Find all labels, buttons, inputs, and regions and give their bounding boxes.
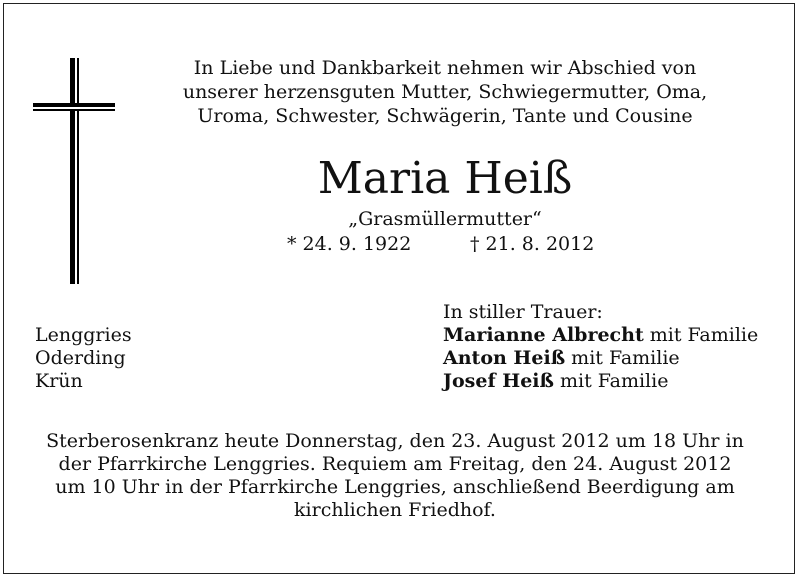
mourner-suffix: mit Familie	[643, 324, 759, 346]
mourner-place: Oderding	[35, 347, 126, 369]
service-notice	[25, 430, 765, 522]
mourner-place: Lenggries	[35, 324, 132, 346]
death-date: † 21. 8. 2012	[470, 233, 595, 255]
mourner-places	[35, 324, 132, 393]
birth-date: * 24. 9. 1922	[287, 233, 412, 255]
notice-line: der Pfarrkirche Lenggries. Requiem am Freitag, den 24. August 2012	[58, 453, 732, 475]
notice-line: kirchlichen Friedhof.	[294, 499, 496, 521]
mourner-entry	[443, 347, 758, 370]
mourner-name: Josef Heiß	[443, 370, 554, 392]
mourner-list	[443, 324, 758, 393]
mourner-suffix: mit Familie	[553, 370, 669, 392]
mourner-entry	[443, 324, 758, 347]
mourning-title: In stiller Trauer:	[443, 301, 603, 323]
deceased-name: Maria Heiß	[317, 153, 573, 204]
mourner-place: Krün	[35, 370, 83, 392]
deceased-nickname: „Grasmüllermutter“	[348, 208, 542, 230]
cross-vertical-bar	[70, 58, 77, 284]
mourner-suffix: mit Familie	[565, 347, 680, 369]
mourner-name: Marianne Albrecht	[443, 324, 644, 346]
cross-horizontal-bar	[33, 103, 115, 109]
mourner-entry	[443, 370, 758, 393]
intro-line: Uroma, Schwester, Schwägerin, Tante und Cousine	[197, 105, 693, 127]
mourner-name: Anton Heiß	[443, 347, 566, 369]
notice-line: um 10 Uhr in der Pfarrkirche Lenggries, anschließend Beerdigung am	[55, 476, 735, 498]
notice-line: Sterberosenkranz heute Donnerstag, den 23. August 2012 um 18 Uhr in	[46, 430, 744, 452]
intro-line: In Liebe und Dankbarkeit nehmen wir Abschied von	[193, 57, 697, 79]
intro-line: unserer herzensguten Mutter, Schwiegermutter, Oma,	[182, 81, 708, 103]
intro-text	[145, 56, 745, 128]
